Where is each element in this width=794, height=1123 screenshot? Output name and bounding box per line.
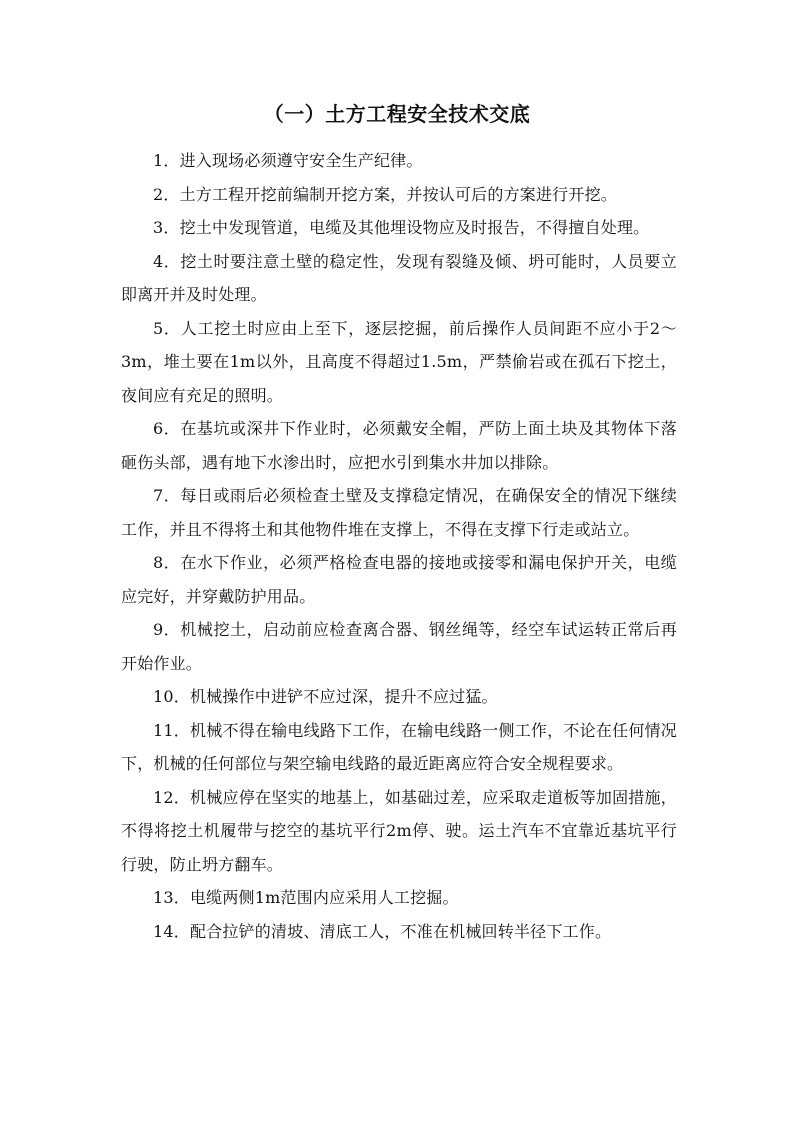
paragraph-5: 5．人工挖土时应由上至下，逐层挖掘，前后操作人员间距不应小于2～3m，堆土要在1m以外，且高度不得超过1.5m，严禁偷岩或在孤石下挖土，夜间应有充足的照明。 (121, 318, 677, 405)
paragraph-4: 4．挖土时要注意土壁的稳定性，发现有裂缝及倾、坍可能时，人员要立即离开并及时处理。 (121, 251, 677, 304)
paragraph-9: 9．机械挖土，启动前应检查离合器、钢丝绳等，经空车试运转正常后再开始作业。 (121, 620, 677, 673)
paragraph-12: 12．机械应停在坚实的地基上，如基础过差，应采取走道板等加固措施，不得将挖土机履带与挖空的基坑平行2m停、驶。运土汽车不宜靠近基坑平行行驶，防止坍方翻车。 (121, 787, 677, 874)
paragraph-3: 3．挖土中发现管道，电缆及其他埋设物应及时报告，不得擅自处理。 (153, 218, 650, 237)
document-body (121, 144, 677, 948)
paragraph-11: 11．机械不得在输电线路下工作，在输电线路一侧工作，不论在任何情况下，机械的任何部位与架空输电线路的最近距离应符合安全规程要求。 (121, 720, 677, 773)
paragraph-8: 8．在水下作业，必须严格检查电器的接地或接零和漏电保护开关，电缆应完好，并穿戴防护用品。 (121, 553, 677, 606)
paragraph-13: 13．电缆两侧1m范围内应采用人工挖掘。 (153, 888, 459, 907)
paragraph-10: 10．机械操作中进铲不应过深，提升不应过猛。 (153, 687, 498, 706)
paragraph-2: 2．土方工程开挖前编制开挖方案，并按认可后的方案进行开挖。 (153, 184, 617, 204)
document-title: （一）土方工程安全技术交底 (263, 102, 531, 126)
paragraph-1: 1．进入现场必须遵守安全生产纪律。 (153, 151, 423, 170)
paragraph-7: 7．每日或雨后必须检查土壁及支撑稳定情况，在确保安全的情况下继续工作，并且不得将土和其他物件堆在支撑上，不得在支撑下行走或站立。 (121, 486, 677, 539)
paragraph-14: 14．配合拉铲的清坡、清底工人，不准在机械回转半径下工作。 (153, 921, 612, 941)
paragraph-6: 6．在基坑或深井下作业时，必须戴安全帽，严防上面土块及其物体下落砸伤头部，遇有地下水渗出时，应把水引到集水井加以排除。 (121, 419, 677, 472)
